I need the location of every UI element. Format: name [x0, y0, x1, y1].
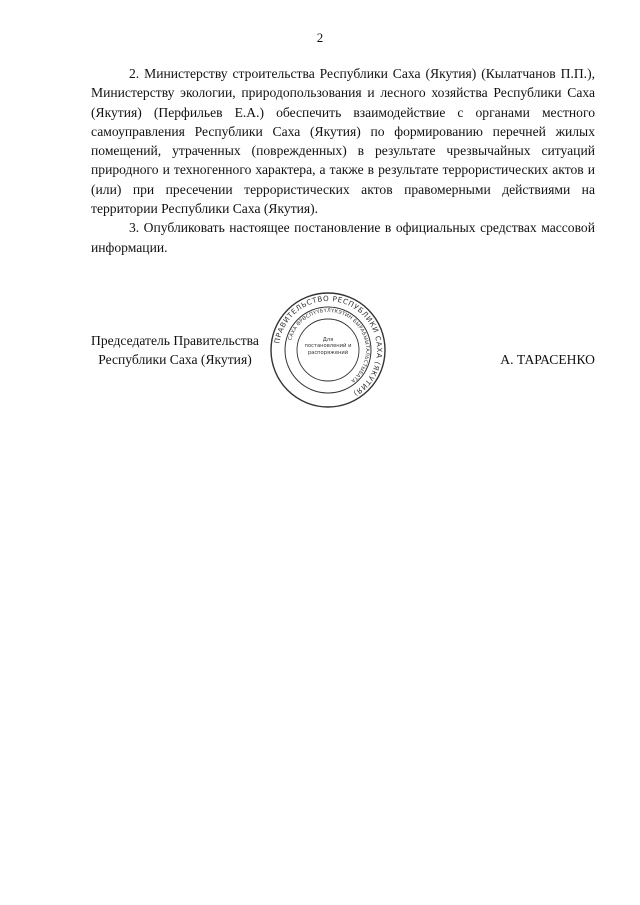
document-body	[91, 64, 595, 257]
signatory-position-line-1: Председатель Правительства	[91, 333, 259, 348]
paragraph-3: 3. Опубликовать настоящее постановление в официальных средствах массовой информации.	[91, 220, 595, 255]
seal-inner-text-path: САХА ӨРӨСПҮҮБҮЛҮКЭТИН БЫРАБЫЫТАЛЬСТЫБАТА	[287, 307, 371, 384]
signatory-position-line-2: Республики Саха (Якутия)	[98, 352, 252, 368]
signatory-name: А. ТАРАСЕНКО	[500, 352, 595, 367]
signatory-position	[91, 331, 259, 370]
page-number: 2	[316, 30, 324, 45]
official-seal	[268, 290, 388, 410]
seal-center-text: Для постановлений и распоряжений	[304, 337, 352, 356]
paragraph-2: 2. Министерству строительства Республики Саха (Якутия) (Кылатчанов П.П.), Министерству экологии, природопользования и лесного хозяйства Республики Саха (Якутия) (Перфильев Е.А.) обеспечить взаимодействие с органами местного самоуправления Республики Саха (Якутия) по формированию перечней жилых помещений, утраченных (поврежденных) в результате чрезвычайных ситуаций природного и техногенного характера, а также в результате террористических актов и (или) при пресечении террористических актов правомерными действиями на территории Республики Саха (Якутия).	[91, 66, 595, 217]
seal-outer-text-path: ПРАВИТЕЛЬСТВО РЕСПУБЛИКИ САХА (ЯКУТИЯ)	[272, 293, 385, 399]
